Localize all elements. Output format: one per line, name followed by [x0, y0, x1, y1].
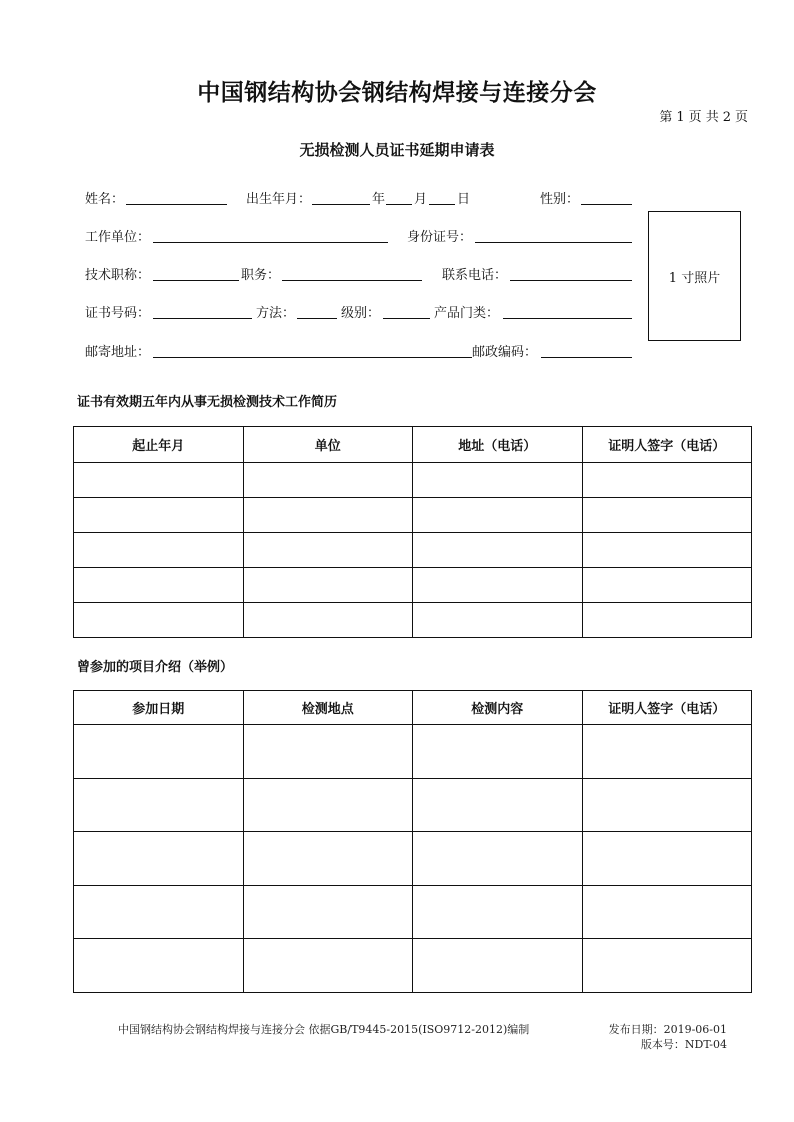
table-cell[interactable]	[413, 603, 583, 638]
birth-label: 出生年月：	[246, 192, 312, 207]
method-field[interactable]	[297, 318, 337, 319]
work-history-heading: 证书有效期五年内从事无损检测技术工作简历	[77, 395, 338, 410]
column-header: 地址（电话）	[413, 427, 583, 463]
table-cell[interactable]	[582, 533, 752, 568]
phone-field[interactable]	[510, 280, 632, 281]
footer-version: 版本号：NDT-04	[640, 1038, 727, 1051]
gender-field[interactable]	[581, 204, 632, 205]
table-cell[interactable]	[413, 939, 583, 993]
table-row	[74, 603, 752, 638]
table-cell[interactable]	[413, 886, 583, 939]
page-word: 第	[659, 110, 673, 125]
address-field[interactable]	[153, 357, 472, 358]
table-cell[interactable]	[243, 779, 413, 832]
table-cell[interactable]	[74, 939, 244, 993]
employer-label: 工作单位：	[85, 230, 151, 245]
table-row	[74, 533, 752, 568]
page-unit: 页	[688, 110, 702, 125]
footer-release-date: 发布日期：2019-06-01	[608, 1023, 727, 1036]
table-cell[interactable]	[413, 463, 583, 498]
table-header-row	[74, 427, 752, 463]
title-label: 技术职称：	[85, 268, 151, 283]
cert-number-label: 证书号码：	[85, 306, 151, 321]
table-cell[interactable]	[74, 725, 244, 779]
table-cell[interactable]	[243, 463, 413, 498]
table-row	[74, 498, 752, 533]
table-cell[interactable]	[582, 886, 752, 939]
table-cell[interactable]	[582, 779, 752, 832]
postcode-field[interactable]	[541, 357, 632, 358]
product-field[interactable]	[503, 318, 632, 319]
table-row	[74, 463, 752, 498]
page-number	[655, 106, 748, 125]
table-cell[interactable]	[243, 568, 413, 603]
day-label: 日	[457, 192, 471, 207]
gender-label: 性别：	[540, 192, 580, 207]
table-cell[interactable]	[582, 939, 752, 993]
birth-month-field[interactable]	[386, 204, 412, 205]
id-number-field[interactable]	[475, 242, 632, 243]
table-cell[interactable]	[243, 498, 413, 533]
column-header: 检测地点	[243, 691, 413, 725]
table-header-row	[74, 691, 752, 725]
level-label: 级别：	[341, 306, 381, 321]
page-current: 1	[676, 110, 685, 125]
product-label: 产品门类：	[434, 306, 500, 321]
table-cell[interactable]	[74, 779, 244, 832]
table-cell[interactable]	[582, 568, 752, 603]
photo-box[interactable]	[648, 211, 741, 341]
table-cell[interactable]	[413, 779, 583, 832]
table-cell[interactable]	[74, 886, 244, 939]
table-cell[interactable]	[243, 939, 413, 993]
table-cell[interactable]	[243, 725, 413, 779]
table-cell[interactable]	[74, 533, 244, 568]
column-header: 参加日期	[74, 691, 244, 725]
column-header: 起止年月	[74, 427, 244, 463]
table-cell[interactable]	[74, 463, 244, 498]
year-label: 年	[372, 192, 386, 207]
table-cell[interactable]	[413, 832, 583, 886]
projects-table	[73, 690, 752, 993]
table-cell[interactable]	[74, 498, 244, 533]
table-row	[74, 939, 752, 993]
page-total-word: 共	[705, 110, 719, 125]
title-field[interactable]	[153, 280, 239, 281]
table-row	[74, 886, 752, 939]
table-cell[interactable]	[243, 533, 413, 568]
employer-field[interactable]	[153, 242, 388, 243]
table-cell[interactable]	[413, 725, 583, 779]
table-row	[74, 568, 752, 603]
table-cell[interactable]	[243, 832, 413, 886]
table-cell[interactable]	[582, 603, 752, 638]
phone-label: 联系电话：	[442, 268, 508, 283]
table-cell[interactable]	[582, 498, 752, 533]
birth-day-field[interactable]	[429, 204, 455, 205]
post-field[interactable]	[282, 280, 422, 281]
table-cell[interactable]	[243, 886, 413, 939]
document-title: 中国钢结构协会钢结构焊接与连接分会	[197, 80, 597, 106]
method-label: 方法：	[256, 306, 296, 321]
name-field[interactable]	[126, 204, 227, 205]
month-label: 月	[414, 192, 428, 207]
address-label: 邮寄地址：	[85, 345, 151, 360]
table-cell[interactable]	[582, 832, 752, 886]
column-header: 检测内容	[413, 691, 583, 725]
table-cell[interactable]	[74, 568, 244, 603]
table-cell[interactable]	[243, 603, 413, 638]
table-cell[interactable]	[413, 533, 583, 568]
page-unit-2: 页	[734, 110, 748, 125]
table-row	[74, 832, 752, 886]
page-total: 2	[722, 110, 731, 125]
column-header: 单位	[243, 427, 413, 463]
footer-compiled-by: 中国钢结构协会钢结构焊接与连接分会 依据GB/T9445-2015(ISO9712-2012)编制	[118, 1023, 530, 1036]
table-cell[interactable]	[582, 725, 752, 779]
table-cell[interactable]	[413, 498, 583, 533]
projects-heading: 曾参加的项目介绍（举例）	[77, 660, 234, 675]
name-label: 姓名：	[85, 192, 125, 207]
table-cell[interactable]	[582, 463, 752, 498]
column-header: 证明人签字（电话）	[582, 691, 752, 725]
level-field[interactable]	[383, 318, 430, 319]
id-label: 身份证号：	[407, 230, 473, 245]
table-cell[interactable]	[74, 832, 244, 886]
post-label: 职务：	[241, 268, 281, 283]
postcode-label: 邮政编码：	[472, 345, 538, 360]
cert-number-field[interactable]	[153, 318, 252, 319]
table-cell[interactable]	[74, 603, 244, 638]
table-row	[74, 779, 752, 832]
table-cell[interactable]	[413, 568, 583, 603]
birth-year-field[interactable]	[312, 204, 370, 205]
photo-label: 1 寸照片	[668, 270, 721, 286]
table-row	[74, 725, 752, 779]
work-history-table	[73, 426, 752, 638]
form-title: 无损检测人员证书延期申请表	[299, 141, 495, 159]
column-header: 证明人签字（电话）	[582, 427, 752, 463]
